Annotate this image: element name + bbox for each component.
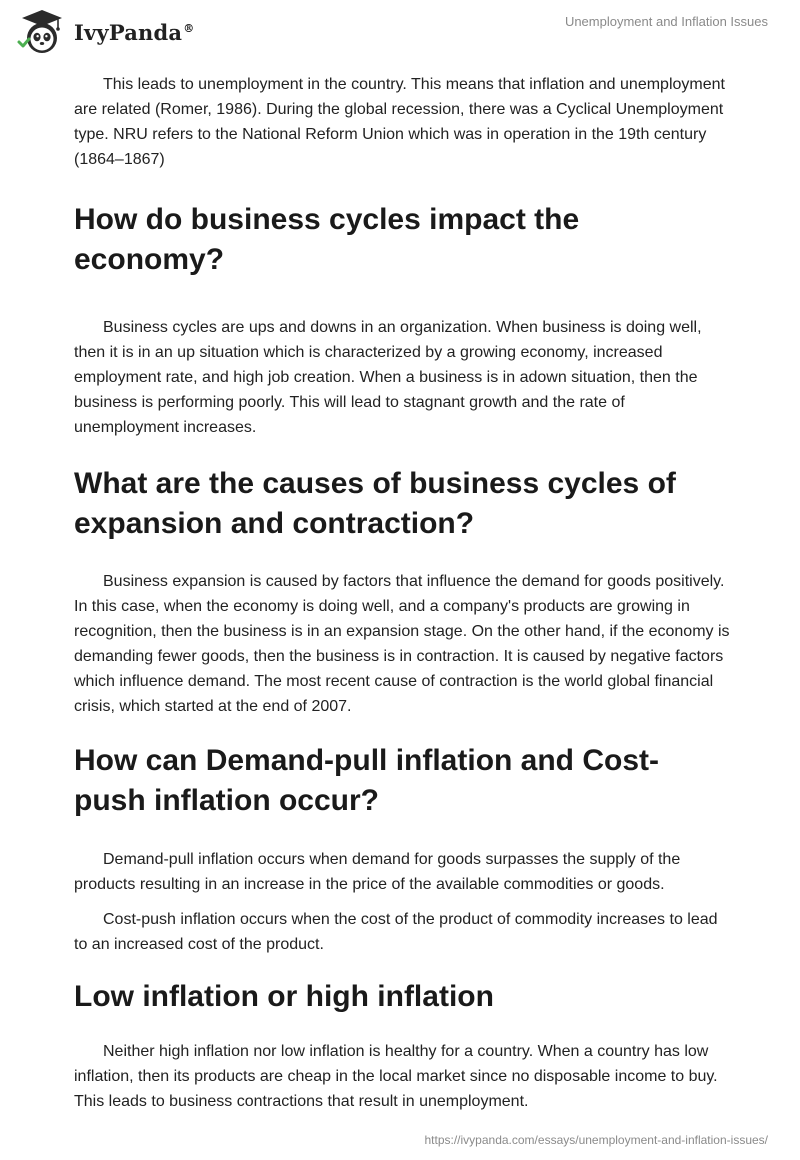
section-heading: How can Demand-pull inflation and Cost-push inflation occur? [74, 744, 659, 817]
document-title: Unemployment and Inflation Issues [564, 14, 768, 29]
essay-body [74, 72, 730, 1114]
paragraph: Cost-push inflation occurs when the cost of the product of commodity increases to lead to an increased cost of the product. [74, 911, 718, 953]
section-heading: How do business cycles impact the economy? [74, 203, 580, 276]
paragraph: This leads to unemployment in the country. This means that inflation and unemployment are related (Romer, 1986). During the global recession, there was a Cyclical Unemployment type. NRU refers to the National Reform Union which was in operation in the 19th century (1864–1867) [74, 76, 725, 168]
page-header [0, 0, 800, 64]
paragraph: Business expansion is caused by factors that influence the demand for goods positively. In this case, when the economy is doing well, and a company's products are growing in recognition, then the business is in an expansion stage. On the other hand, if the economy is demanding fewer goods, then the business is in contraction. It is caused by negative factors which influence demand. The most recent cause of contraction is the world global financial crisis, which started at the end of 2007. [74, 573, 730, 715]
section-heading: What are the causes of business cycles of expansion and contraction? [74, 467, 676, 540]
source-url[interactable]: https://ivypanda.com/essays/unemployment-and-inflation-issues/ [424, 1133, 768, 1147]
paragraph: Business cycles are ups and downs in an organization. When business is doing well, then it is in an up situation which is characterized by a growing economy, increased employment rate, and high job creation. When a business is in adown situation, then the business is performing poorly. This will lead to stagnant growth and the rate of unemployment increases. [74, 319, 702, 436]
section-heading: Low inflation or high inflation [74, 980, 494, 1013]
brand-name: IvyPanda® [74, 19, 195, 45]
panda-logo-icon [16, 6, 68, 58]
paragraph: Demand-pull inflation occurs when demand for goods surpasses the supply of the products resulting in an increase in the price of the available commodities or goods. [74, 851, 681, 893]
brand-logo[interactable] [16, 6, 194, 58]
paragraph: Neither high inflation nor low inflation is healthy for a country. When a country has low inflation, then its products are cheap in the local market since no disposable income to buy. This leads to business contractions that result in unemployment. [74, 1043, 718, 1110]
